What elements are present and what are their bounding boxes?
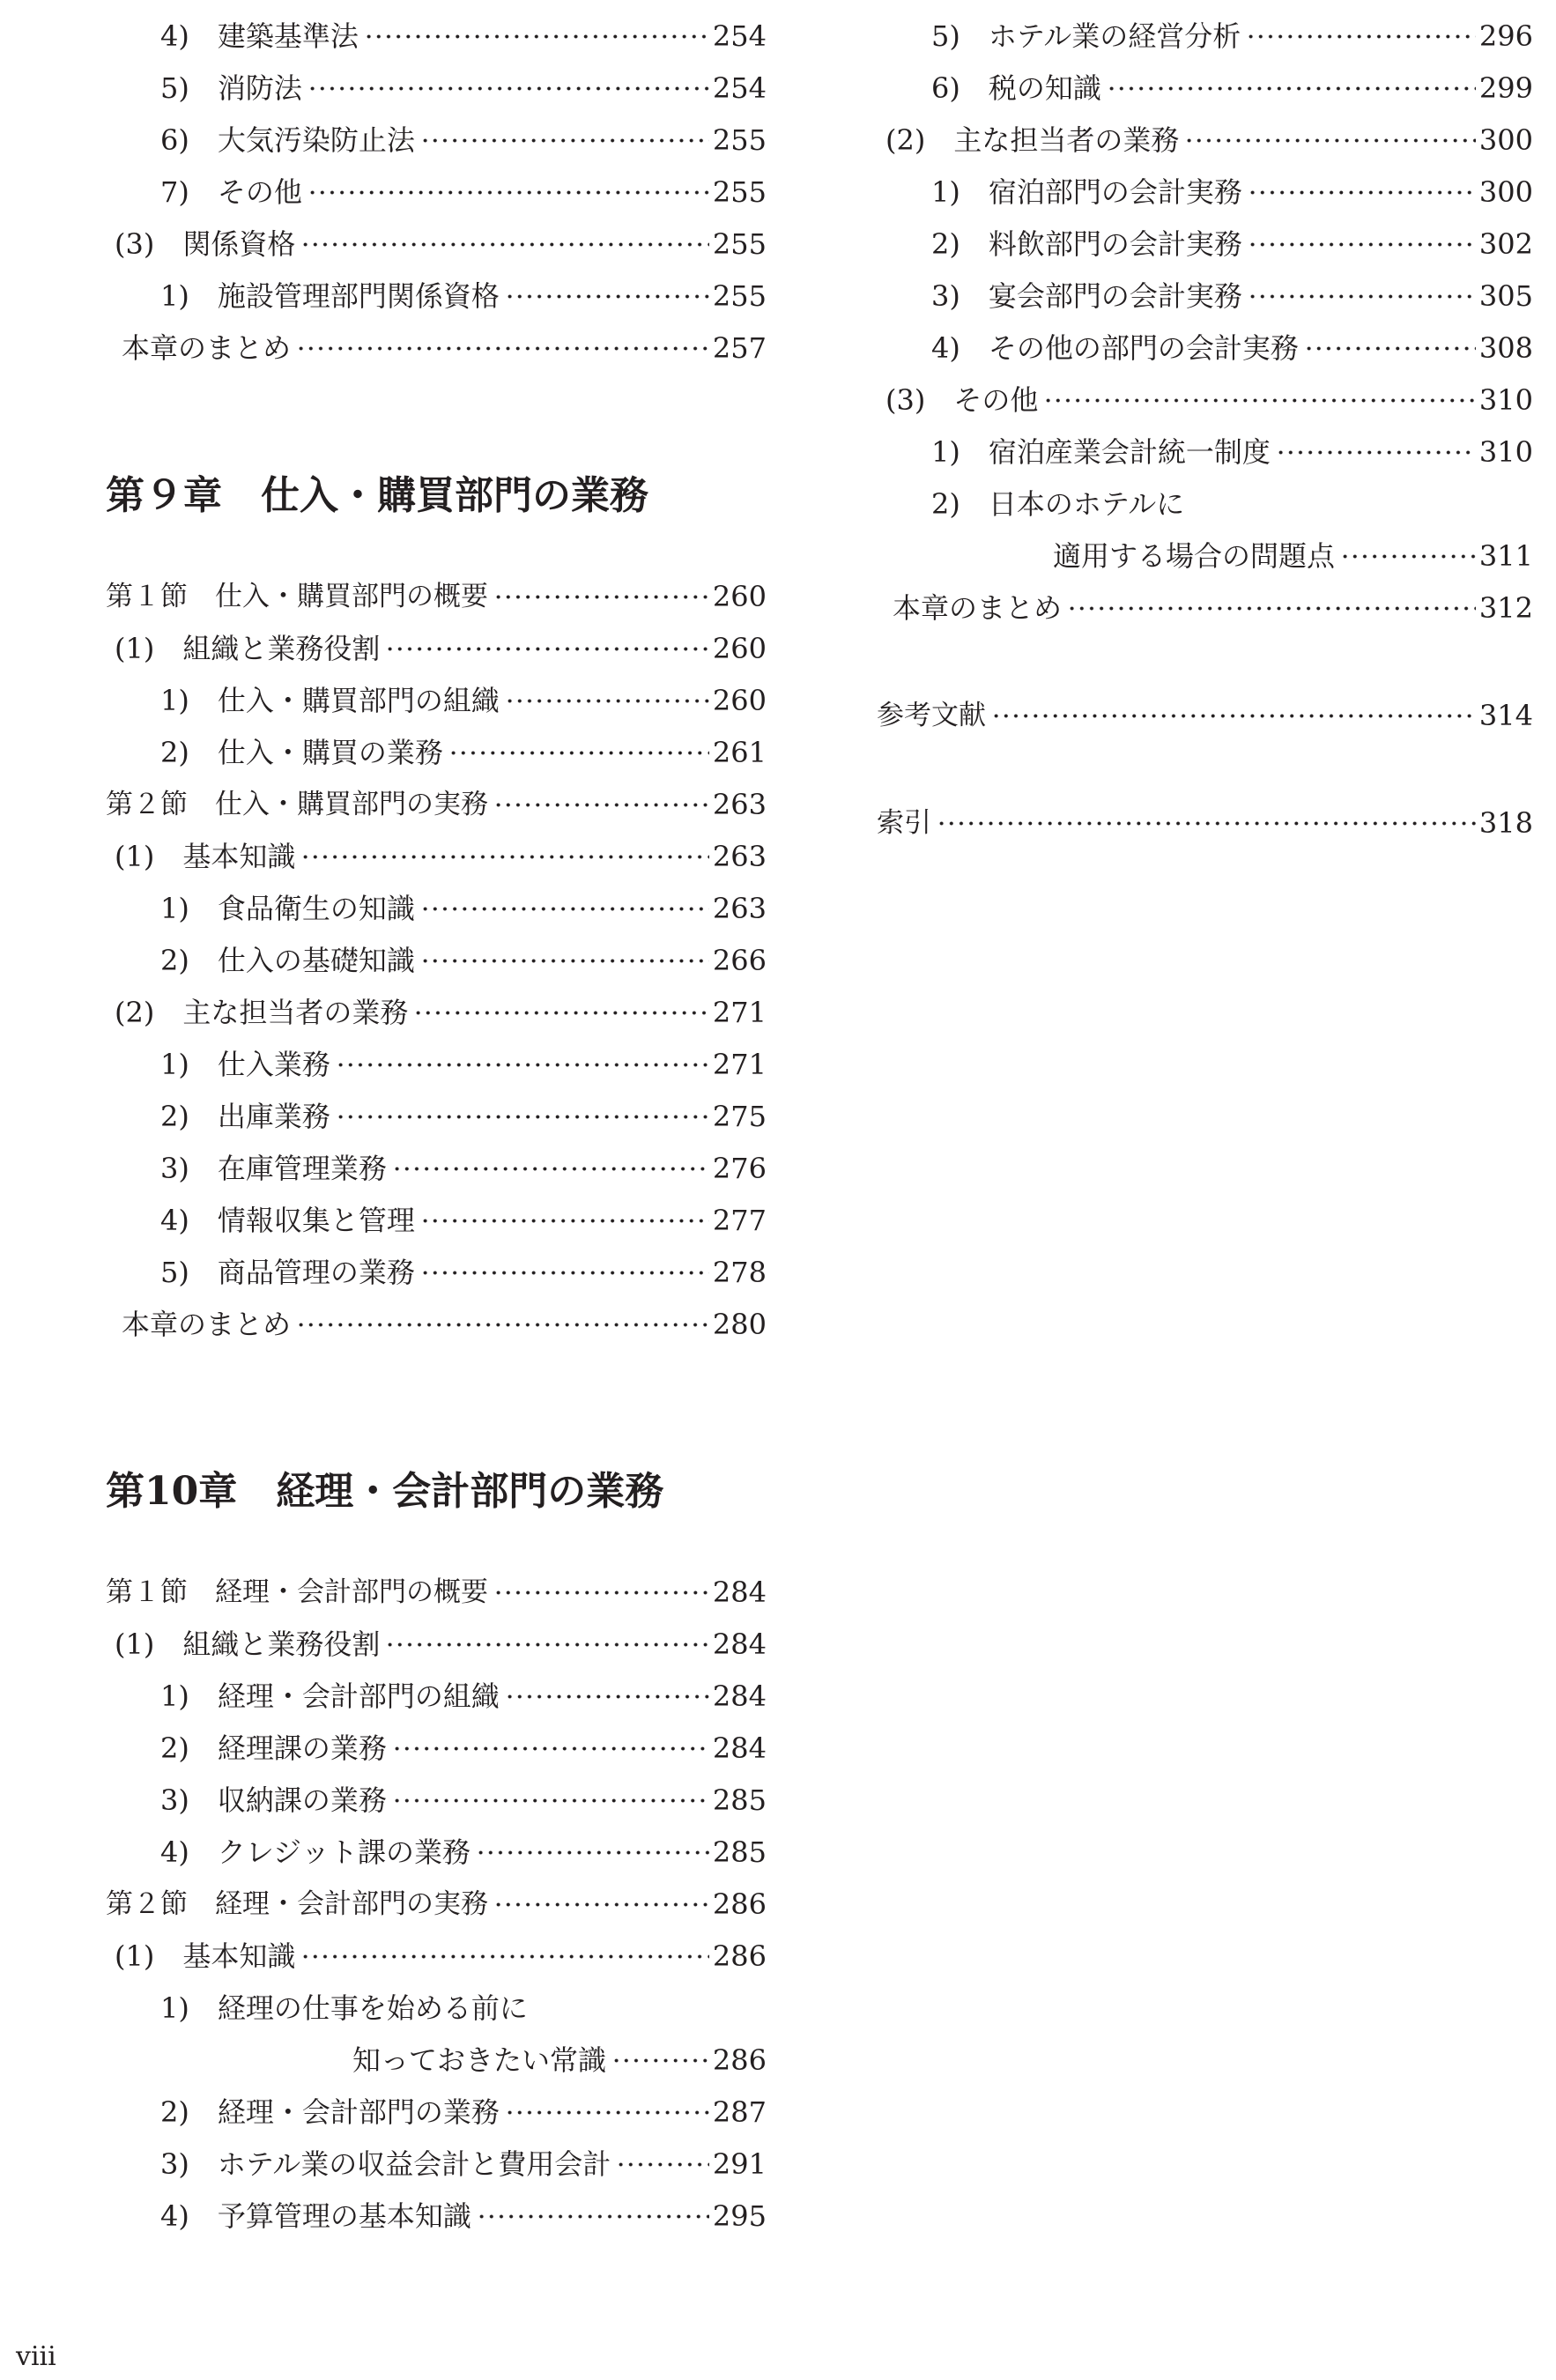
entry-title: 本章のまとめ [122,1308,292,1341]
entry-title: 索引 [877,807,931,839]
toc-entry [106,1195,767,1247]
toc-right-column [877,11,1533,849]
chapter-heading: 第10章 経理・会計部門の業務 [106,1469,664,1514]
page-number: 277 [712,1204,767,1237]
entry-number: 1) [160,279,189,313]
toc-entry [106,2087,767,2139]
entry-label [160,11,359,63]
leader-dots [296,336,709,362]
entry-label [160,675,500,727]
leader-dots [1184,128,1476,154]
entry-label [160,1723,387,1775]
toc-index-entry [877,797,1533,849]
leader-dots [392,1156,709,1183]
toc-entry [106,675,767,727]
entry-number: 第２節 [106,1888,188,1920]
page-number: 287 [712,2095,767,2129]
page-number: 255 [712,123,767,157]
entry-title: 経理の仕事を始める前に [217,1991,528,2025]
toc-entry [106,623,767,675]
leader-dots [1340,544,1476,570]
leader-dots [420,896,709,923]
page-number: 300 [1478,175,1533,209]
entry-title: 本章のまとめ [122,331,292,365]
toc-entry [106,115,767,167]
leader-dots [505,688,709,715]
entry-number: 4) [931,331,960,365]
entry-label [160,1247,415,1299]
page-number: 305 [1478,279,1533,313]
leader-dots [493,584,709,611]
leader-dots [300,232,709,258]
page-number: 300 [1478,123,1533,157]
leader-dots [476,1840,709,1866]
entry-title: 適用する場合の問題点 [1053,539,1336,573]
leader-dots [1067,596,1476,622]
entry-number: 2) [160,736,189,769]
toc-entry [106,1827,767,1879]
entry-title: 仕入・購買の業務 [217,736,443,769]
toc-entry [106,1299,767,1351]
toc-entry [877,167,1533,219]
page-number: 263 [712,788,767,821]
entry-title: 仕入・購買部門の概要 [215,581,488,612]
entry-number: 2) [160,2095,189,2129]
toc-entry [877,582,1533,634]
entry-label [160,2087,500,2139]
leader-dots [1043,388,1476,414]
entry-number: (2) [885,123,926,157]
page-number: 284 [712,1731,767,1765]
page-number: 312 [1478,591,1533,625]
leader-dots [493,1892,709,1918]
toc-entry [106,63,767,115]
leader-dots [448,740,709,767]
toc-section-entry [106,1879,767,1931]
page-number: 310 [1478,383,1533,417]
entry-label [931,271,1242,323]
page-number: 295 [712,2199,767,2233]
leader-dots [307,76,709,102]
page-number: 284 [712,1679,767,1713]
leader-dots [336,1052,709,1079]
leader-dots [300,1944,709,1970]
leader-dots [385,1632,709,1658]
entry-title: 経理・会計部門の概要 [215,1576,488,1608]
page-number: 286 [712,1887,767,1921]
entry-title: 商品管理の業務 [217,1256,415,1289]
entry-label [160,1091,330,1143]
toc-entry [106,1723,767,1775]
toc-entry [106,1619,767,1671]
leader-dots [1304,336,1476,362]
page-folio: viii [16,2341,56,2372]
entry-number: 3) [160,2147,189,2181]
entry-label [160,883,415,935]
page-number: 310 [1478,435,1533,469]
page-number: 254 [712,71,767,105]
entry-title: 主な担当者の業務 [182,996,409,1029]
toc-entry [106,219,767,271]
entry-title: 収納課の業務 [217,1783,387,1817]
entry-label [160,167,302,219]
entry-number: 1) [160,1048,189,1081]
entry-number: 2) [931,487,960,521]
entry-number: 6) [931,71,960,105]
entry-title: 日本のホテルに [988,487,1185,521]
entry-number: (3) [885,383,926,417]
page-number: 284 [712,1627,767,1661]
leader-dots [413,1000,709,1027]
toc-entry-wrapped [106,1983,767,2035]
entry-number: 第１節 [106,581,188,612]
entry-number: 4) [160,1204,189,1237]
toc-section-entry [106,779,767,831]
leader-dots [505,2100,709,2126]
entry-number: 1) [931,435,960,469]
toc-entry [106,1091,767,1143]
page-number: 278 [712,1256,767,1289]
entry-title: 仕入業務 [217,1048,330,1081]
leader-dots [616,2152,709,2178]
toc-entry [106,1671,767,1723]
toc-entry [106,323,767,374]
entry-number: 第１節 [106,1576,188,1608]
entry-label [160,1775,387,1827]
entry-number: (1) [115,1939,155,1973]
entry-number: 6) [160,123,189,157]
entry-title: 仕入・購買部門の組織 [217,684,500,717]
toc-entry [877,426,1533,478]
entry-title: 基本知識 [182,1939,296,1973]
page-number: 255 [712,227,767,261]
leader-dots [1107,76,1476,102]
entry-label [160,1195,415,1247]
page-number: 266 [712,944,767,977]
leader-dots [1248,232,1476,258]
page-number: 291 [712,2147,767,2181]
entry-title: 大気汚染防止法 [217,123,415,157]
entry-label [160,271,500,323]
entry-number: 5) [931,19,960,53]
toc-entry [106,883,767,935]
leader-dots [505,1684,709,1710]
entry-number: (1) [115,840,155,873]
entry-title: 経理・会計部門の組織 [217,1679,500,1713]
entry-label [885,374,1038,426]
chapter-heading: 第９章 仕入・購買部門の業務 [106,473,648,518]
entry-title: 食品衛生の知識 [217,892,415,925]
page-number: 261 [712,736,767,769]
page-number: 308 [1478,331,1533,365]
entry-title: 参考文献 [877,700,986,731]
entry-title: 予算管理の基本知識 [217,2199,471,2233]
leader-dots [385,636,709,663]
page-number: 286 [712,1939,767,1973]
leader-dots [296,1312,709,1338]
entry-label [931,323,1299,374]
entry-label [931,167,1242,219]
entry-label [160,63,302,115]
entry-label [160,2139,611,2191]
toc-left-column [106,11,767,2243]
toc-entry [106,271,767,323]
leader-dots [493,792,709,819]
entry-number: 1) [160,892,189,925]
entry-label [106,571,488,623]
entry-title: その他 [953,383,1039,417]
leader-dots [364,24,709,50]
entry-label [931,478,1533,530]
entry-title: 税の知識 [988,71,1101,105]
toc-references-entry [877,690,1533,742]
toc-entry [106,987,767,1039]
entry-title: 施設管理部門関係資格 [217,279,500,313]
entry-label [160,115,415,167]
page-number: 280 [712,1308,767,1341]
entry-title: ホテル業の収益会計と費用会計 [217,2147,611,2181]
entry-label [931,63,1101,115]
toc-entry [877,115,1533,167]
leader-dots [420,1208,709,1234]
leader-dots [937,811,1476,837]
toc-entry [106,2139,767,2191]
entry-number: (3) [115,227,155,261]
toc-entry [877,63,1533,115]
toc-entry [106,831,767,883]
toc-entry [106,935,767,987]
toc-entry [106,1143,767,1195]
toc-entry [106,1931,767,1983]
entry-label [106,779,488,831]
entry-number: (2) [115,996,155,1029]
toc-entry [877,323,1533,374]
entry-number: 4) [160,2199,189,2233]
entry-title: 情報収集と管理 [217,1204,415,1237]
leader-dots [477,2204,709,2230]
entry-title: 在庫管理業務 [217,1152,387,1185]
entry-label [160,935,415,987]
page-number: 263 [712,840,767,873]
toc-entry-wrapped [877,478,1533,530]
leader-dots [611,2048,709,2074]
entry-number: 2) [931,227,960,261]
entry-label [115,219,295,271]
entry-number: 3) [160,1152,189,1185]
leader-dots [420,1260,709,1286]
leader-dots [505,284,709,310]
entry-number: 1) [160,1679,189,1713]
page-number: 296 [1478,19,1533,53]
entry-title: 基本知識 [182,840,296,873]
toc-entry [106,2191,767,2243]
page-number: 276 [712,1152,767,1185]
entry-label [115,831,295,883]
toc-entry [106,1775,767,1827]
page-number: 284 [712,1576,767,1609]
entry-label [160,727,443,779]
entry-label [931,11,1241,63]
page-number: 286 [712,2043,767,2077]
page-number: 275 [712,1100,767,1133]
toc-entry [106,167,767,219]
entry-label [885,115,1179,167]
toc-entry [106,727,767,779]
entry-title: 経理・会計部門の業務 [217,2095,500,2129]
entry-number: 1) [931,175,960,209]
toc-entry-continuation [877,530,1533,582]
leader-dots [420,128,709,154]
entry-title: 主な担当者の業務 [953,123,1180,157]
entry-title: その他 [217,175,302,209]
entry-label [160,1143,387,1195]
leader-dots [493,1580,709,1606]
entry-title: 料飲部門の会計実務 [988,227,1242,261]
entry-label [931,219,1242,271]
page-number: 314 [1478,699,1533,732]
toc-section-entry [106,571,767,623]
entry-title: ホテル業の経営分析 [988,19,1241,53]
entry-title: 仕入の基礎知識 [217,944,415,977]
leader-dots [392,1736,709,1762]
toc-entry [106,11,767,63]
page-number: 260 [712,684,767,717]
entry-title: その他の部門の会計実務 [988,331,1299,365]
entry-number: (1) [115,632,155,665]
entry-title: 知っておきたい常識 [352,2043,607,2077]
page-number: 263 [712,892,767,925]
entry-title: 宴会部門の会計実務 [988,279,1242,313]
entry-number: 1) [160,684,189,717]
page-number: 271 [712,996,767,1029]
leader-dots [336,1104,709,1131]
entry-label [106,1879,488,1931]
leader-dots [392,1788,709,1814]
toc-entry [106,1039,767,1091]
entry-number: 第２節 [106,789,188,820]
entry-title: 関係資格 [182,227,296,261]
toc-entry [877,11,1533,63]
leader-dots [300,844,709,871]
leader-dots [1246,24,1476,50]
page-number: 255 [712,279,767,313]
entry-number: (1) [115,1627,155,1661]
leader-dots [307,180,709,206]
entry-label [160,1671,500,1723]
entry-title: 消防法 [217,71,302,105]
entry-title: 組織と業務役割 [182,632,381,665]
entry-number: 4) [160,1835,189,1869]
page-number: 302 [1478,227,1533,261]
entry-label [106,1567,488,1619]
leader-dots [1248,180,1476,206]
leader-dots [991,703,1476,730]
page-number: 311 [1478,539,1533,573]
leader-dots [1248,284,1476,310]
page-number: 299 [1478,71,1533,105]
entry-title: 経理・会計部門の実務 [215,1888,488,1920]
leader-dots [420,948,709,975]
entry-label [115,987,408,1039]
entry-number: 3) [931,279,960,313]
entry-label [160,1827,471,1879]
entry-label [115,1931,295,1983]
entry-title: 宿泊産業会計統一制度 [988,435,1271,469]
entry-number: 5) [160,71,189,105]
toc-section-entry [106,1567,767,1619]
toc-entry [877,374,1533,426]
page-number: 260 [712,580,767,613]
entry-number: 5) [160,1256,189,1289]
entry-title: 出庫業務 [217,1100,330,1133]
page-number: 318 [1478,806,1533,840]
entry-number: 2) [160,1731,189,1765]
entry-title: 本章のまとめ [893,591,1063,625]
entry-number: 3) [160,1783,189,1817]
page-number: 260 [712,632,767,665]
entry-number: 1) [160,1991,189,2025]
toc-entry [106,1247,767,1299]
entry-label [931,426,1271,478]
page-number: 257 [712,331,767,365]
entry-label [160,1039,330,1091]
page-number: 255 [712,175,767,209]
entry-title: 経理課の業務 [217,1731,387,1765]
entry-title: 宿泊部門の会計実務 [988,175,1242,209]
entry-label [160,1983,767,2035]
entry-label [115,1619,380,1671]
page-number: 271 [712,1048,767,1081]
entry-title: 仕入・購買部門の実務 [215,789,488,820]
entry-title: 建築基準法 [217,19,359,53]
page-number: 254 [712,19,767,53]
entry-label [160,2191,471,2243]
entry-title: クレジット課の業務 [217,1835,471,1869]
toc-entry-continuation [106,2035,767,2087]
entry-number: 2) [160,1100,189,1133]
entry-number: 4) [160,19,189,53]
page-number: 285 [712,1835,767,1869]
entry-number: 7) [160,175,189,209]
entry-title: 組織と業務役割 [182,1627,381,1661]
leader-dots [1276,440,1476,466]
entry-label [115,623,380,675]
toc-entry [877,271,1533,323]
page-number: 285 [712,1783,767,1817]
toc-entry [877,219,1533,271]
entry-number: 2) [160,944,189,977]
